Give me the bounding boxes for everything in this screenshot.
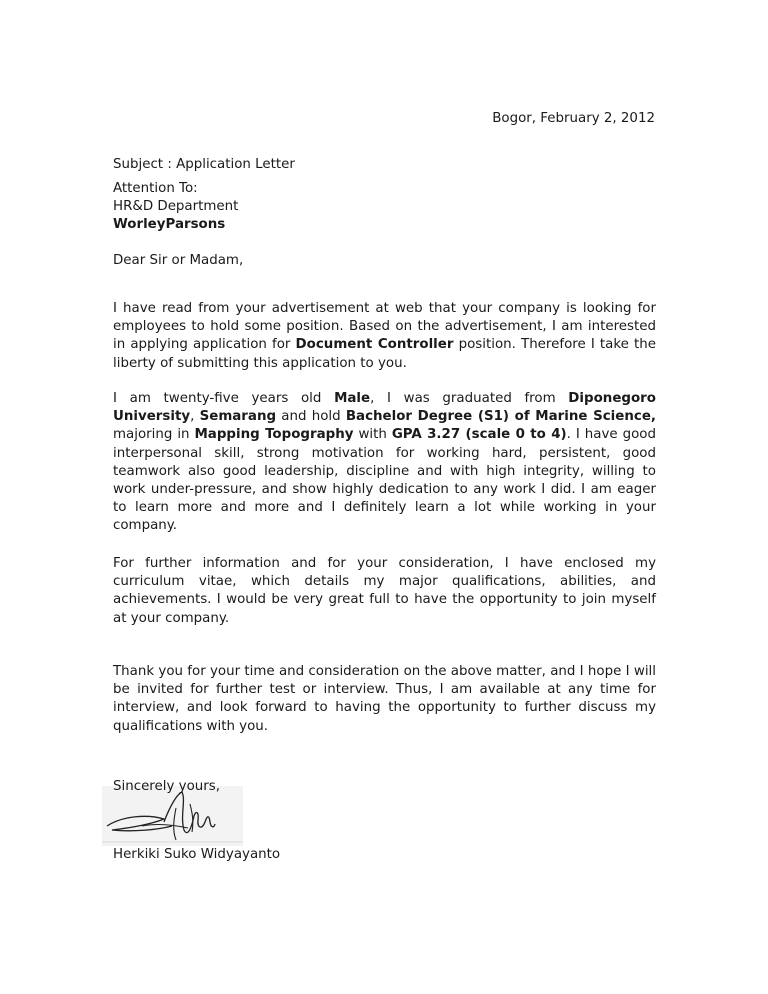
recipient-block xyxy=(113,180,656,235)
letter-date: Bogor, February 2, 2012 xyxy=(492,111,655,126)
paragraph-intro: I have read from your advertisement at web that your company is looking for employees to hold some position. Based on the advertisement, I am interested in applying application for Document Controller position. Therefore I take the liberty of submitting this application to you. xyxy=(113,301,656,371)
recipient-department: HR&D Department xyxy=(113,199,239,215)
closing-phrase: Sincerely yours, xyxy=(113,779,221,794)
paragraph-closing: Thank you for your time and consideration on the above matter, and I hope I will be invited for further test or interview. Thus, I am available at any time for interview, and look forward to having the opportunity to further discuss my qualifications with you. xyxy=(113,664,656,734)
signer-name: Herkiki Suko Widyayanto xyxy=(113,847,281,862)
subject-line: Subject : Application Letter xyxy=(113,157,295,172)
recipient-company: WorleyParsons xyxy=(113,217,226,233)
paragraph-enclosure: For further information and for your consideration, I have enclosed my curriculum vitae, which details my major qualifications, abilities, and achievements. I would be very great full to have the opportunity to join myself at your company. xyxy=(113,556,656,626)
paragraph-background: I am twenty-five years old Male, I was graduated from Diponegoro University, Semarang and hold Bachelor Degree (S1) of Marine Science, majoring in Mapping Topography with GPA 3.27 (scale 0 to 4). I have good interpersonal skill, strong motivation for working hard, persistent, good teamwork also good leadership, discipline and with high integrity, willing to work under-pressure, and show highly dedication to any work I did. I am eager to learn more and more and I definitely learn a lot while working in your company. xyxy=(113,391,656,534)
attention-label: Attention To: xyxy=(113,181,198,196)
salutation: Dear Sir or Madam, xyxy=(113,253,244,268)
